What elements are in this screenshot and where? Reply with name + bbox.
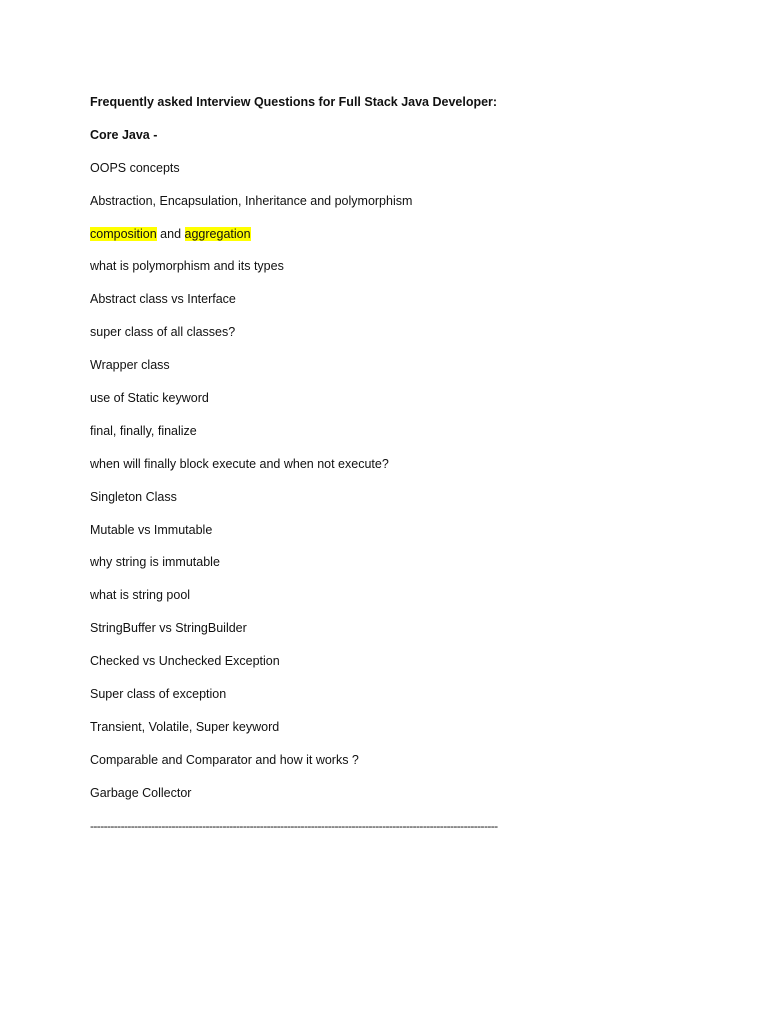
list-item: Transient, Volatile, Super keyword [90,719,280,734]
connector-text: and [156,226,185,241]
list-item: Singleton Class [90,489,177,504]
list-item: Abstract class vs Interface [90,292,236,307]
list-item: OOPS concepts [90,160,180,175]
list-item: what is polymorphism and its types [90,259,284,274]
list-item: Checked vs Unchecked Exception [90,654,280,669]
highlighted-term-aggregation: aggregation [184,226,251,241]
list-item: Comparable and Comparator and how it works ? [90,752,359,767]
list-item: Mutable vs Immutable [90,522,213,537]
document-title: Frequently asked Interview Questions for Full Stack Java Developer: [90,95,498,109]
list-item: Abstraction, Encapsulation, Inheritance and polymorphism [90,193,413,208]
list-item: super class of all classes? [90,325,236,340]
document-page [90,93,710,835]
list-item: when will finally block execute and when not execute? [90,456,389,471]
list-item: Super class of exception [90,687,227,702]
list-item: why string is immutable [90,555,220,570]
dashed-divider: ------------------------------------------------------------------------------------------------------------------------ [90,818,498,833]
section-heading-core-java: Core Java - [90,127,158,142]
list-item: what is string pool [90,588,191,603]
list-item: Wrapper class [90,358,170,373]
list-item: use of Static keyword [90,391,209,406]
list-item: final, finally, finalize [90,423,197,438]
highlighted-term-composition: composition [90,226,157,241]
list-item: StringBuffer vs StringBuilder [90,621,247,636]
list-item: Garbage Collector [90,785,192,800]
highlighted-list-item [90,225,710,243]
